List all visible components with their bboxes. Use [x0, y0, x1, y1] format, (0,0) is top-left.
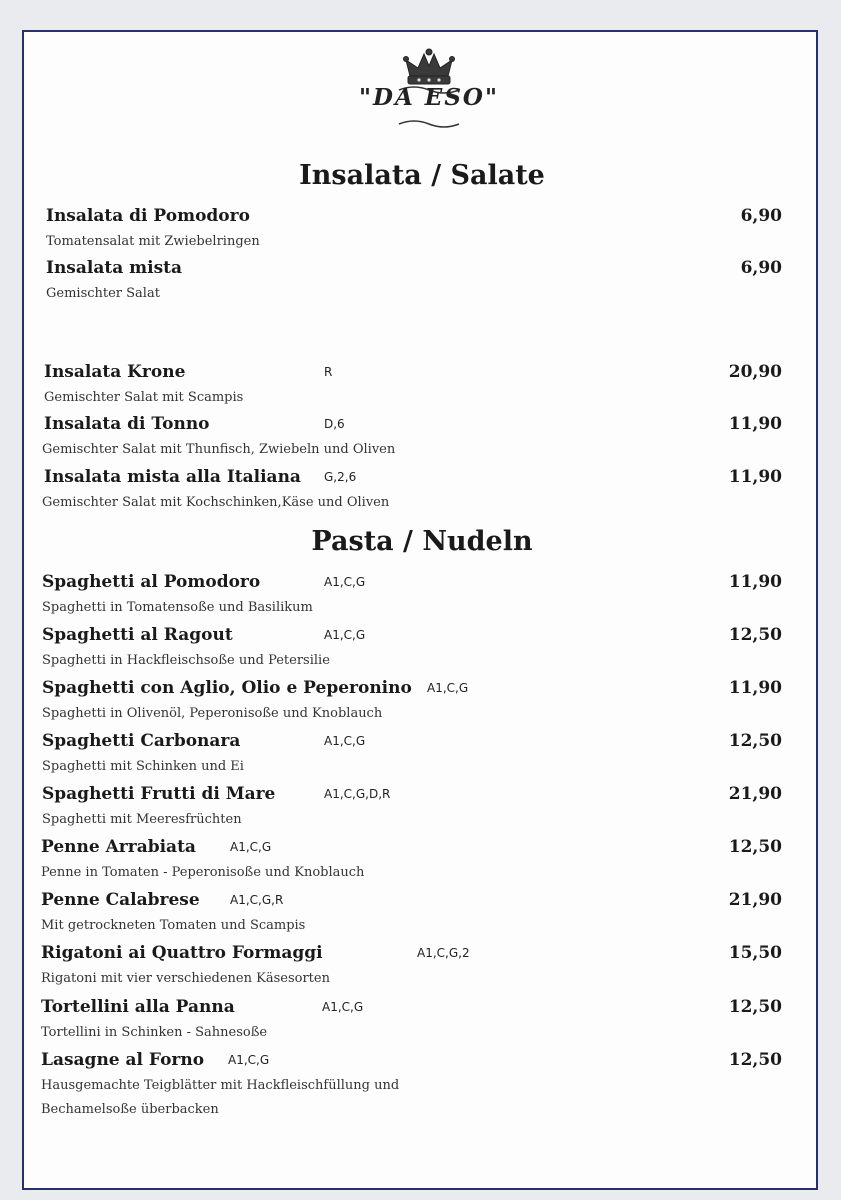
item-description: Tomatensalat mit Zwiebelringen: [46, 234, 260, 249]
item-allergens: A1,C,G: [230, 840, 272, 854]
item-price: 6,90: [740, 258, 782, 278]
item-allergens: A1,C,G: [322, 1000, 364, 1014]
item-description: Spaghetti in Tomatensoße und Basilikum: [42, 600, 313, 615]
item-description: Spaghetti in Hackfleischsoße und Petersilie: [42, 653, 330, 668]
item-description: Gemischter Salat mit Thunfisch, Zwiebeln und Oliven: [42, 442, 396, 457]
item-description: Hausgemachte Teigblätter mit Hackfleischfüllung und Bechamelsoße überbacken: [41, 1078, 400, 1117]
item-price: 21,90: [728, 784, 782, 804]
item-description: Mit getrockneten Tomaten und Scampis: [41, 918, 306, 933]
item-name: Lasagne al Forno: [41, 1050, 205, 1070]
item-name: Spaghetti al Ragout: [42, 625, 233, 645]
item-price: 11,90: [728, 678, 782, 698]
item-price: 21,90: [728, 890, 782, 910]
item-description: Spaghetti in Olivenöl, Peperonisoße und Knoblauch: [42, 706, 383, 721]
item-price: 12,50: [728, 837, 782, 857]
item-price: 12,50: [728, 1050, 782, 1070]
item-description: Spaghetti mit Schinken und Ei: [42, 759, 244, 774]
item-name: Penne Arrabiata: [41, 837, 196, 857]
item-price: 12,50: [728, 731, 782, 751]
item-price: 12,50: [728, 997, 782, 1017]
item-allergens: G,2,6: [324, 470, 357, 484]
item-allergens: A1,C,G,D,R: [324, 787, 391, 801]
item-price: 20,90: [728, 362, 782, 382]
item-price: 12,50: [728, 625, 782, 645]
item-allergens: R: [324, 365, 333, 379]
item-allergens: D,6: [324, 417, 345, 431]
item-allergens: A1,C,G,2: [417, 946, 470, 960]
item-price: 11,90: [728, 572, 782, 592]
item-price: 11,90: [728, 467, 782, 487]
item-allergens: A1,C,G: [324, 734, 366, 748]
item-description: Penne in Tomaten - Peperonisoße und Knoblauch: [41, 865, 365, 880]
item-name: Spaghetti Carbonara: [42, 731, 241, 751]
restaurant-logo: [344, 46, 514, 136]
item-description: Rigatoni mit vier verschiedenen Käsesorten: [41, 971, 330, 986]
item-name: Spaghetti Frutti di Mare: [42, 784, 276, 804]
item-name: Penne Calabrese: [41, 890, 200, 910]
item-price: 6,90: [740, 206, 782, 226]
section-title-nudeln: Pasta / Nudeln: [311, 526, 533, 557]
item-name: Insalata Krone: [44, 362, 186, 382]
item-name: Spaghetti con Aglio, Olio e Peperonino: [42, 678, 412, 698]
item-name: Spaghetti al Pomodoro: [42, 572, 261, 592]
restaurant-name: "DA ESO": [359, 84, 499, 111]
item-description: Gemischter Salat mit Kochschinken,Käse und Oliven: [42, 495, 390, 510]
item-description: Spaghetti mit Meeresfrüchten: [42, 812, 242, 827]
section-title-salate: Insalata / Salate: [299, 160, 545, 191]
item-description: Tortellini in Schinken - Sahnesoße: [41, 1025, 268, 1040]
item-name: Rigatoni ai Quattro Formaggi: [41, 943, 323, 963]
item-description: Gemischter Salat mit Scampis: [44, 390, 244, 405]
item-name: Insalata mista alla Italiana: [44, 467, 301, 487]
menu-page: [22, 30, 818, 1190]
item-allergens: A1,C,G: [324, 628, 366, 642]
item-price: 11,90: [728, 414, 782, 434]
item-name: Insalata di Tonno: [44, 414, 210, 434]
item-allergens: A1,C,G: [324, 575, 366, 589]
item-name: Tortellini alla Panna: [41, 997, 235, 1017]
item-price: 15,50: [728, 943, 782, 963]
item-allergens: A1,C,G: [427, 681, 469, 695]
item-description: Gemischter Salat: [46, 286, 160, 301]
item-allergens: A1,C,G,R: [230, 893, 284, 907]
item-name: Insalata di Pomodoro: [46, 206, 250, 226]
item-name: Insalata mista: [46, 258, 183, 278]
item-allergens: A1,C,G: [228, 1053, 270, 1067]
